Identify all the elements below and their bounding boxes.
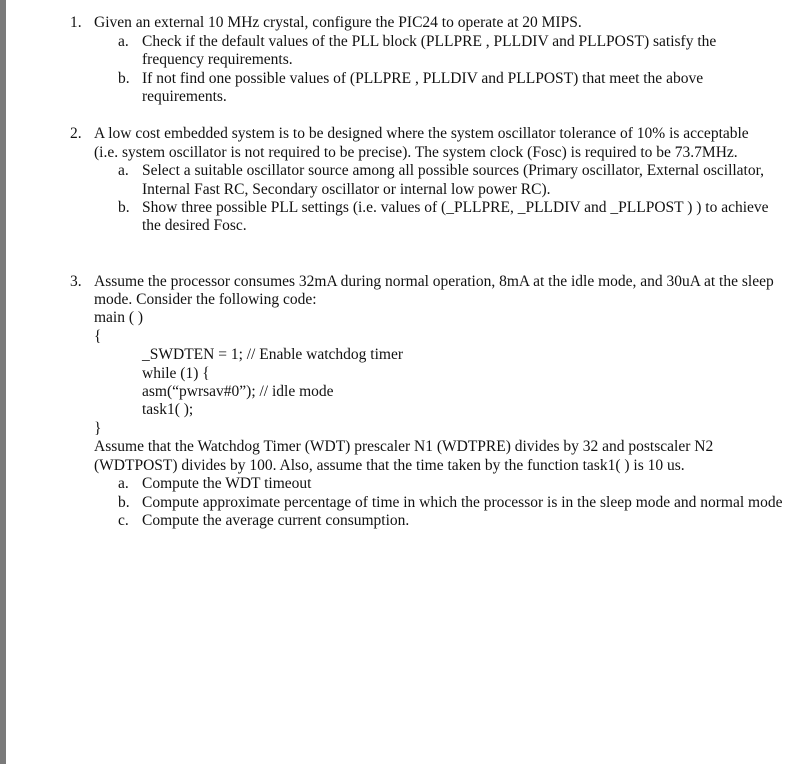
q1-a-line2: frequency requirements. bbox=[142, 51, 293, 68]
q1-text: Given an external 10 MHz crystal, configure the PIC24 to operate at 20 MIPS. bbox=[94, 14, 582, 31]
q2-b-label: b. bbox=[118, 199, 130, 216]
q1-a-label: a. bbox=[118, 33, 129, 50]
q3-text-line2: mode. Consider the following code: bbox=[94, 291, 317, 308]
q3-paragraph-line2: (WDTPOST) divides by 100. Also, assume that the time taken by the function task1( ) is 10 us. bbox=[94, 457, 685, 474]
q2-a-label: a. bbox=[118, 162, 129, 179]
q2-a-line2: Internal Fast RC, Secondary oscillator or internal low power RC). bbox=[142, 181, 551, 198]
q2-text-line1: A low cost embedded system is to be designed where the system oscillator tolerance of 10% is acceptable bbox=[94, 125, 749, 142]
q3-b-label: b. bbox=[118, 494, 130, 511]
q3-c-text: Compute the average current consumption. bbox=[142, 512, 410, 529]
q1-b-line2: requirements. bbox=[142, 88, 227, 105]
q3-text-line1: Assume the processor consumes 32mA during normal operation, 8mA at the idle mode, and 30uA at the sleep bbox=[94, 273, 774, 290]
code-line-open-brace: { bbox=[94, 328, 102, 345]
code-line-asm: asm(“pwrsav#0”); // idle mode bbox=[142, 383, 334, 400]
code-line-main: main ( ) bbox=[94, 309, 144, 326]
q1-b-label: b. bbox=[118, 70, 130, 87]
code-line-task1: task1( ); bbox=[142, 401, 194, 418]
q2-number: 2. bbox=[70, 125, 82, 142]
q3-paragraph-line1: Assume that the Watchdog Timer (WDT) prescaler N1 (WDTPRE) divides by 32 and postscaler N2 bbox=[94, 438, 714, 455]
code-line-close-brace: } bbox=[94, 420, 102, 437]
q3-a-label: a. bbox=[118, 475, 129, 492]
q3-number: 3. bbox=[70, 273, 82, 290]
q3-c-label: c. bbox=[118, 512, 129, 529]
code-line-swdten: _SWDTEN = 1; // Enable watchdog timer bbox=[142, 346, 403, 363]
q1-a-line1: Check if the default values of the PLL block (PLLPRE , PLLDIV and PLLPOST) satisfy the bbox=[142, 33, 717, 50]
q3-a-text: Compute the WDT timeout bbox=[142, 475, 312, 492]
q2-a-line1: Select a suitable oscillator source among all possible sources (Primary oscillator, External oscillator, bbox=[142, 162, 765, 179]
document-page bbox=[6, 0, 812, 764]
q3-b-text: Compute approximate percentage of time in which the processor is in the sleep mode and normal mode bbox=[142, 494, 783, 511]
q2-b-line1: Show three possible PLL settings (i.e. values of (_PLLPRE, _PLLDIV and _PLLPOST ) ) to achieve bbox=[142, 199, 769, 216]
q1-number: 1. bbox=[70, 14, 82, 31]
q1-b-line1: If not find one possible values of (PLLPRE , PLLDIV and PLLPOST) that meet the above bbox=[142, 70, 704, 87]
q2-b-line2: the desired Fosc. bbox=[142, 217, 247, 234]
code-line-while: while (1) { bbox=[142, 365, 210, 382]
q2-text-line2: (i.e. system oscillator is not required to be precise). The system clock (Fosc) is required to be 73.7MHz. bbox=[94, 144, 738, 161]
